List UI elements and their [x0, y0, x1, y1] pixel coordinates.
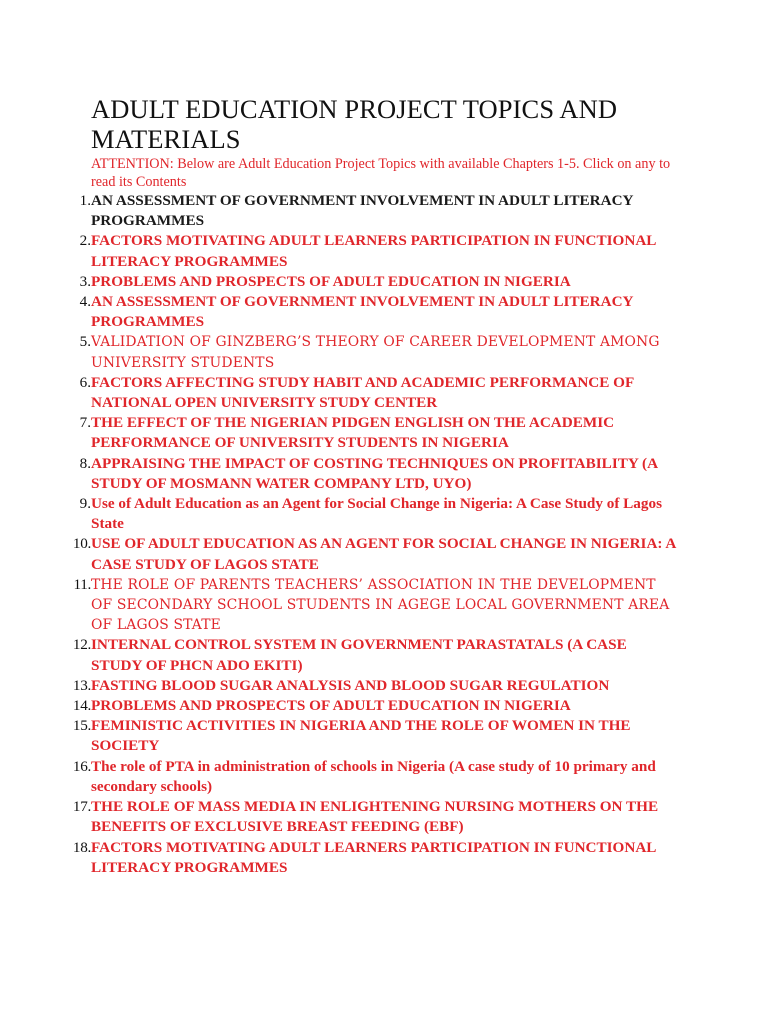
list-item[interactable]	[0, 838, 768, 878]
list-item[interactable]	[0, 272, 768, 292]
topic-link[interactable]: THE EFFECT OF THE NIGERIAN PIDGEN ENGLISH ON THE ACADEMIC PERFORMANCE OF UNIVERSITY STUDENTS IN NIGERIA	[91, 414, 615, 452]
topic-link[interactable]: APPRAISING THE IMPACT OF COSTING TECHNIQUES ON PROFITABILITY (A STUDY OF MOSMANN WATER COMPANY LTD, UYO)	[91, 454, 658, 492]
topic-link[interactable]: FACTORS AFFECTING STUDY HABIT AND ACADEMIC PERFORMANCE OF NATIONAL OPEN UNIVERSITY STUDY CENTER	[91, 373, 634, 412]
topic-link[interactable]: Use of Adult Education as an Agent for Social Change in Nigeria: A Case Study of Lagos State	[91, 495, 662, 533]
item-number: 8.	[79, 454, 91, 472]
item-number: 3.	[79, 272, 91, 290]
list-item[interactable]	[0, 716, 768, 756]
topic-link[interactable]: THE ROLE OF MASS MEDIA IN ENLIGHTENING NURSING MOTHERS ON THE BENEFITS OF EXCLUSIVE BREAST FEEDING (EBF)	[91, 798, 659, 836]
item-number: 17.	[72, 798, 91, 816]
item-number: 4.	[79, 293, 91, 311]
item-number: 15.	[72, 717, 91, 735]
topic-link[interactable]: FACTORS MOTIVATING ADULT LEARNERS PARTICIPATION IN FUNCTIONAL LITERACY PROGRAMMES	[91, 232, 656, 270]
item-number: 12.	[72, 636, 91, 654]
topic-link[interactable]: AN ASSESSMENT OF GOVERNMENT INVOLVEMENT IN ADULT LITERACY PROGRAMMES	[91, 293, 633, 331]
page-title: ADULT EDUCATION PROJECT TOPICS AND MATERIALS	[91, 94, 618, 154]
topic-link[interactable]: FACTORS MOTIVATING ADULT LEARNERS PARTICIPATION IN FUNCTIONAL LITERACY PROGRAMMES	[91, 838, 656, 876]
list-item[interactable]	[0, 676, 768, 696]
item-number: 5.	[79, 333, 91, 351]
list-item[interactable]	[0, 696, 768, 716]
item-number: 14.	[72, 697, 91, 715]
topic-link[interactable]: PROBLEMS AND PROSPECTS OF ADULT EDUCATION IN NIGERIA	[91, 697, 571, 715]
item-number: 7.	[79, 414, 91, 432]
item-number: 9.	[79, 495, 91, 513]
topic-link[interactable]: INTERNAL CONTROL SYSTEM IN GOVERNMENT PARASTATALS (A CASE STUDY OF PHCN ADO EKITI)	[91, 636, 627, 674]
topic-link[interactable]: USE OF ADULT EDUCATION AS AN AGENT FOR SOCIAL CHANGE IN NIGERIA: A CASE STUDY OF LAGOS STATE	[91, 535, 676, 573]
item-number: 6.	[79, 373, 91, 391]
list-item[interactable]	[0, 757, 768, 797]
topic-link[interactable]: FEMINISTIC ACTIVITIES IN NIGERIA AND THE ROLE OF WOMEN IN THE SOCIETY	[91, 717, 631, 755]
item-number: 11.	[73, 575, 91, 593]
list-item[interactable]	[0, 231, 768, 271]
topic-text: AN ASSESSMENT OF GOVERNMENT INVOLVEMENT IN ADULT LITERACY PROGRAMMES	[91, 192, 633, 230]
list-item[interactable]	[0, 494, 768, 534]
topic-link[interactable]: PROBLEMS AND PROSPECTS OF ADULT EDUCATION IN NIGERIA	[91, 272, 571, 290]
attention-notice: ATTENTION: Below are Adult Education Project Topics with available Chapters 1-5. Click on any to read its Contents	[91, 156, 671, 190]
list-item[interactable]	[0, 454, 768, 494]
item-number: 10.	[72, 535, 91, 553]
topic-link[interactable]: VALIDATION OF GINZBERG’S THEORY OF CAREER DEVELOPMENT AMONG UNIVERSITY STUDENTS	[91, 334, 660, 371]
topic-link[interactable]: The role of PTA in administration of schools in Nigeria (A case study of 10 primary and secondary schools)	[91, 757, 656, 795]
list-item[interactable]	[0, 413, 768, 453]
list-item[interactable]	[0, 575, 768, 636]
topic-list	[0, 191, 768, 878]
item-number: 2.	[79, 232, 91, 250]
item-number: 13.	[72, 676, 91, 694]
item-number: 18.	[72, 838, 91, 856]
list-item	[0, 191, 768, 231]
list-item[interactable]	[0, 292, 768, 332]
list-item[interactable]	[0, 534, 768, 574]
item-number: 1.	[79, 192, 91, 209]
topic-link[interactable]: THE ROLE OF PARENTS TEACHERS’ ASSOCIATION IN THE DEVELOPMENT OF SECONDARY SCHOOL STUDENTS IN AGEGE LOCAL GOVERNMENT AREA OF LAGOS STATE	[91, 576, 670, 634]
list-item[interactable]	[0, 797, 768, 837]
topic-link[interactable]: FASTING BLOOD SUGAR ANALYSIS AND BLOOD SUGAR REGULATION	[91, 676, 610, 694]
list-item[interactable]	[0, 373, 768, 413]
list-item[interactable]	[0, 635, 768, 675]
item-number: 16.	[72, 757, 91, 775]
list-item[interactable]	[0, 332, 768, 372]
